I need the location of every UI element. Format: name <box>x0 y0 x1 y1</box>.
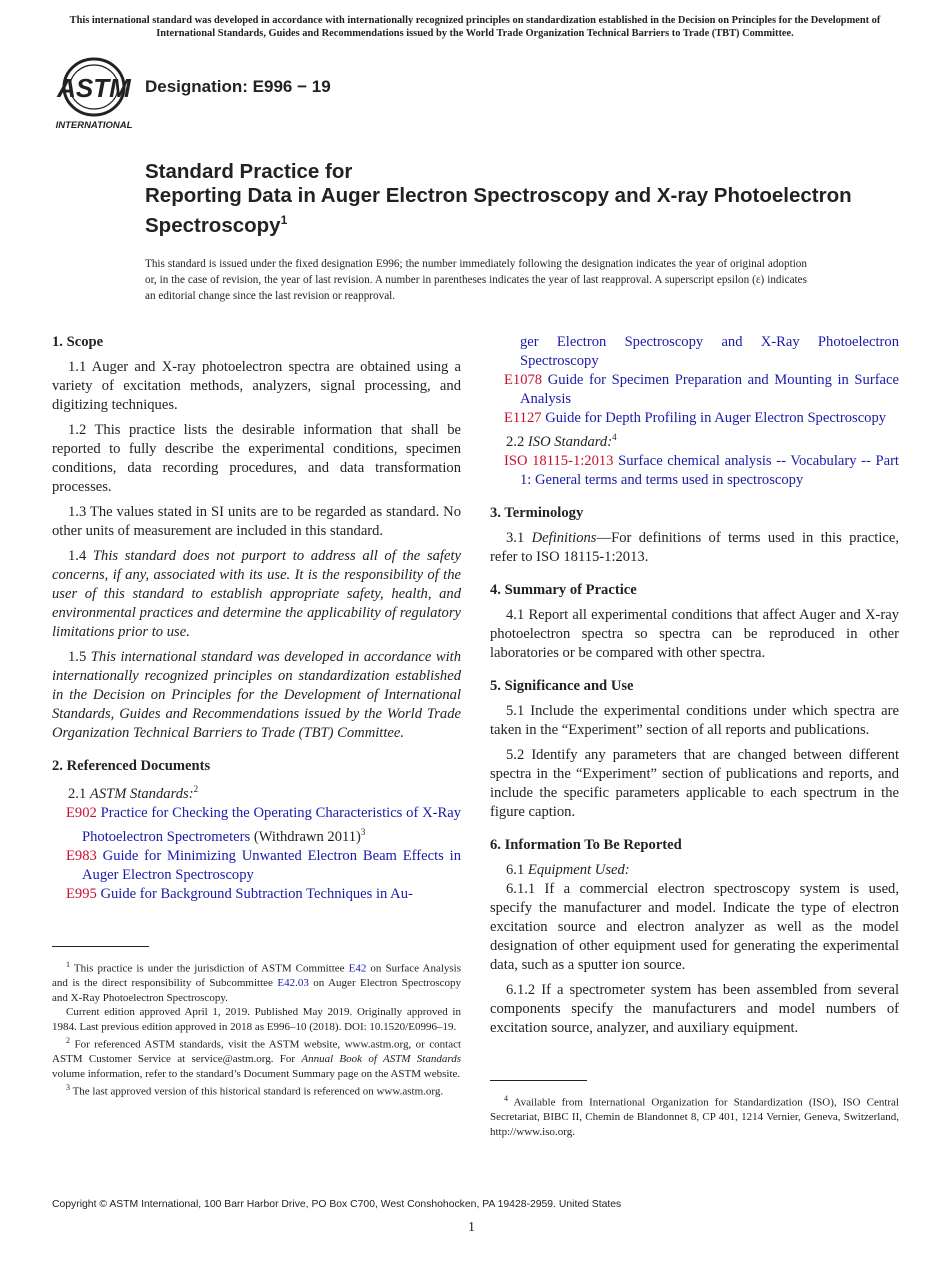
para-6-1: 6.1 Equipment Used: <box>506 861 630 878</box>
section-3-heading: 3. Terminology <box>490 504 584 521</box>
logo-subtext: INTERNATIONAL <box>55 120 133 131</box>
section-1-heading: 1. Scope <box>52 334 104 350</box>
para-1-5: 1.5 This international standard was developed in accordance with internationally recognized principles on standardization established in the Decision on Principles for the Development of International Standards, Guides and Recommendations issued by the World Trade Organization Technical Barriers to Trade (TBT) Committee. <box>52 649 462 741</box>
section-6-heading: 6. Information To Be Reported <box>490 836 682 853</box>
page-number: 1 <box>468 1220 475 1235</box>
para-2-2: 2.2 ISO Standard:$^4$ <box>506 432 617 450</box>
ref-e995-cont[interactable]: ger Electron Spectroscopy and X-Ray Photoelectron Spectroscopy <box>520 334 899 369</box>
ref-e902[interactable]: E902 Practice for Checking the Operating Characteristics of X-Ray Photoelectron Spectrometers (Withdrawn 2011)$^3$ <box>66 804 461 845</box>
footnote-rule-left <box>52 946 149 947</box>
document-title <box>145 160 865 238</box>
footnotes-right <box>490 1092 899 1139</box>
title-footnote-mark: 1 <box>280 213 288 227</box>
title-line-1: Standard Practice for <box>145 160 353 183</box>
para-6-1-2: 6.1.2 If a spectrometer system has been assembled from several components specify the manufacturers and model numbers of excitation source, analyzer, and auxiliary equipment. <box>490 981 899 1036</box>
logo-text: ASTM <box>57 73 131 103</box>
footnote-1: $^1$ This practice is under the jurisdiction of ASTM Committee E42 on Surface Analysis and is the direct responsibility of Subcommittee E42.03 on Auger Electron Spectroscopy and X-Ray Photoelectron Spectroscopy. <box>52 960 461 1004</box>
para-4-1: 4.1 Report all experimental conditions that affect Auger and X-ray photoelectron spectra so spectra can be reproduced in other laboratories or be compared with other spectra. <box>490 606 899 661</box>
footnote-3: $^3$ The last approved version of this historical standard is referenced on www.astm.org. <box>66 1083 444 1098</box>
title-line-2: Reporting Data in Auger Electron Spectroscopy and X-ray Photoelectron Spectroscopy$^1$ <box>145 184 852 237</box>
para-5-1: 5.1 Include the experimental conditions under which spectra are taken in the “Experiment” section of all reports and publications. <box>490 702 899 738</box>
para-1-1: 1.1 Auger and X-ray photoelectron spectra are obtained using a variety of excitation methods, analyzers, signal processing, and digitizing techniques. <box>52 359 461 413</box>
para-1-4: 1.4 This standard does not purport to address all of the safety concerns, if any, associated with its use. It is the responsibility of the user of this standard to establish appropriate safety, health, and environmental practices and determine the applicability of regulatory limitations prior to use. <box>52 548 461 640</box>
astm-logo-icon <box>52 55 136 131</box>
para-1-3: 1.3 The values stated in SI units are to be regarded as standard. No other units of measurement are included in this standard. <box>52 504 461 539</box>
ref-e995[interactable]: E995 Guide for Background Subtraction Techniques in Au- <box>66 885 413 902</box>
footnotes-left <box>52 958 461 1099</box>
issued-note: This standard is issued under the fixed designation E996; the number immediately following the designation indicates the year of original adoption or, in the case of revision, the year of last revision. A number in parentheses indicates the year of last reapproval. A superscript epsilon (ε) indicates an editorial change since the last revision or reapproval. <box>145 258 807 302</box>
left-column <box>52 333 461 904</box>
footnote-2: $^2$ For referenced ASTM standards, visit the ASTM website, www.astm.org, or contact ASTM Customer Service at service@astm.org. For Annual Book of ASTM Standards volume information, refer to the standard’s Document Summary page on the ASTM website. <box>52 1036 462 1080</box>
section-4-heading: 4. Summary of Practice <box>490 581 637 598</box>
para-3-1: 3.1 Definitions—For definitions of terms used in this practice, refer to ISO 18115-1:2013. <box>490 529 899 565</box>
section-5-heading: 5. Significance and Use <box>490 677 634 694</box>
footnote-1-b: Current edition approved April 1, 2019. Published May 2019. Originally approved in 1984. Last previous edition approved in 2018 as E996–10 (2018). DOI: 10.1520/E0996–19. <box>52 1006 461 1033</box>
para-2-1: 2.1 ASTM Standards:$^2$ <box>68 784 199 802</box>
para-1-2: 1.2 This practice lists the desirable information that shall be reported to fully describe the experimental conditions, specimen conditions, data recording procedures, and data transformation processes. <box>52 422 461 495</box>
para-6-1-1: 6.1.1 If a commercial electron spectroscopy system is used, specify the manufacturer and model. Indicate the type of electron excitation source and electron analyzer as well as the model designation of other equipment used for generating the experimental data, such as a sputter ion source. <box>490 880 899 973</box>
footnote-4: $^4$ Available from International Organization for Standardization (ISO), ISO Central Secretariat, BIBC II, Chemin de Blandonnet 8, CP 401, 1214 Vernier, Geneva, Switzerland, http://www.iso.org. <box>490 1094 899 1138</box>
ref-e1127[interactable]: E1127 Guide for Depth Profiling in Auger Electron Spectroscopy <box>504 410 887 426</box>
header-notice: This international standard was developed in accordance with internationally recognized principles on standardization established in the Decision on Principles for the Development of International Standards, Guides and Recommendations issued by the World Trade Organization Technical Barriers to Trade (TBT) Committee. <box>69 15 881 39</box>
ref-iso-18115[interactable]: ISO 18115-1:2013 Surface chemical analysis -- Vocabulary -- Part 1: General terms and terms used in spectroscopy <box>504 452 899 488</box>
ref-e983[interactable]: E983 Guide for Minimizing Unwanted Electron Beam Effects in Auger Electron Spectroscopy <box>66 847 461 883</box>
section-2-heading: 2. Referenced Documents <box>52 758 211 774</box>
footnote-rule-right <box>490 1080 587 1081</box>
designation: Designation: E996 − 19 <box>145 77 331 96</box>
right-column <box>490 333 899 1038</box>
para-5-2: 5.2 Identify any parameters that are changed between different spectra in the “Experiment” section of publications and reports, and include the specific parameters applicable to each spectrum in the figure caption. <box>490 746 899 820</box>
copyright: Copyright © ASTM International, 100 Barr Harbor Drive, PO Box C700, West Conshohocken, PA 19428-2959. United States <box>52 1199 622 1210</box>
ref-e1078[interactable]: E1078 Guide for Specimen Preparation and Mounting in Surface Analysis <box>504 372 899 407</box>
